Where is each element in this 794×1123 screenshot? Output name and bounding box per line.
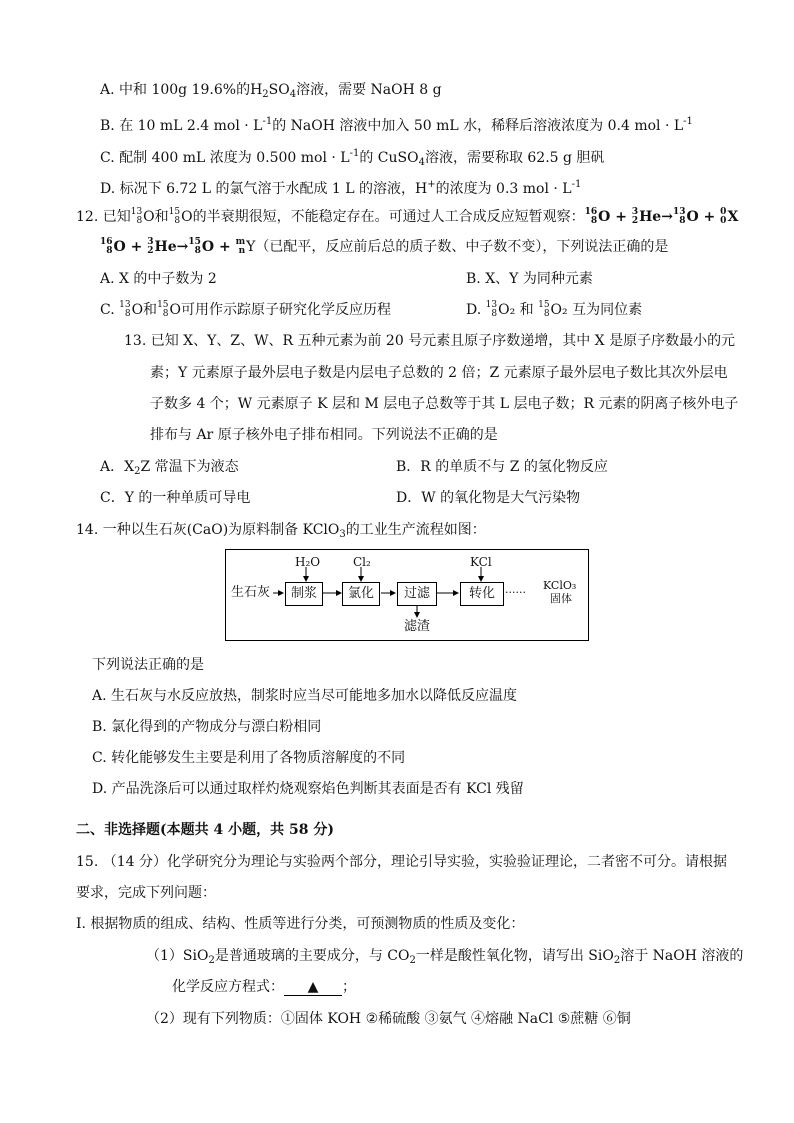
flow-start-label: 生石灰 [231,585,271,600]
q14-option-d: D. 产品洗涤后可以通过取样灼烧观察焰色判断其表面是否有 KCl 残留 [92,781,524,797]
q14-option-c: C. 转化能够发生主要是利用了各物质溶解度的不同 [92,750,406,766]
q14-stem: 14. 一种以生石灰(CaO)为原料制备 KClO$_3$的工业生产流程如图： [76,522,486,540]
flow-step-slurry: 制浆 [285,582,323,606]
flow-step-filtration: 过滤 [397,582,437,606]
q15-part1-intro: Ⅰ. 根据物质的组成、结构、性质等进行分类，可预测物质的性质及变化： [76,916,525,932]
flow-input-cl2: Cl₂ [353,555,371,569]
flow-waste-label: 滤渣 [404,619,431,634]
q13-stem-line2: 素；Y 元素原子最外层电子数是内层电子总数的 2 倍；Z 元素原子最外层电子数比其次外层电 [150,365,728,381]
flow-output-dots: ······ [505,586,526,599]
flow-output-solid: 固体 [550,592,572,605]
q15-sub1: （1）SiO$_2$是普通玻璃的主要成分，与 $CO_2$一样是酸性氧化物，请写出 SiO$_2$溶于 NaOH 溶液的 [146,948,744,966]
section-title: 二、非选择题(本题共 4 小题，共 58 分) [76,822,334,838]
flow-input-h2o: H₂O [295,555,321,569]
q12-stem-line2: 16 8 O + 3 2 He→ 15 8 O + m n Y（已配平，反应前后总的质子数、中子数不变），下列说法正确的是 [100,237,669,256]
q14-question: 下列说法正确的是 [92,657,204,673]
q13-stem-line3: 子数多 4 个；W 元素原子 K 层和 M 层电子总数等于其 L 层电子数；R 元素的阴离子核外电子 [150,396,739,412]
q12-option-d: D. 13 8 O₂ 和 15 8 O₂ 互为同位素 [466,300,643,319]
q13-stem-line1: 13. 已知 X、Y、Z、W、R 五种元素为前 20 号元素且原子序数递增，其中 X 是原子序数最小的元 [124,333,736,349]
q15-sub2: （2）现有下列物质：①固体 KOH ②稀硫酸 ③氨气 ④熔融 NaCl ⑤蔗糖 ⑥铜 [146,1011,631,1027]
q13-option-d: D．W 的氧化物是大气污染物 [396,490,581,506]
q14-option-b: B. 氯化得到的产物成分与漂白粉相同 [92,719,322,735]
q12-option-a: A. X 的中子数为 2 [100,271,217,287]
q15-stem-line1: 15. （14 分）化学研究分为理论与实验两个部分，理论引导实验，实验验证理论，二者密不可分。请根据 [76,854,727,870]
q13-option-b: B．R 的单质不与 Z 的氢化物反应 [396,459,608,475]
flow-step-conversion: 转化 [460,582,504,606]
flow-input-kcl: KCl [470,555,492,569]
flow-step-chlorination: 氯化 [342,582,380,606]
answer-blank[interactable]: ▲ [284,979,342,996]
q12-option-b: B. X、Y 为同种元素 [466,271,593,287]
flow-output-product: KClO₃ [543,579,577,592]
q12-option-c: C. 13 8 O和 15 8 O可用作示踪原子研究化学反应历程 [100,300,391,319]
q15-stem-line2: 要求，完成下列问题： [76,885,216,901]
q13-option-c: C．Y 的一种单质可导电 [100,490,251,506]
q13-stem-line4: 排布与 Ar 原子核外电子排布相同。下列说法不正确的是 [150,427,498,443]
q11-option-b: B. 在 10 mL 2.4 mol · $L^{-1}$的 NaOH 溶液中加入 50 mL 水，稀释后溶液浓度为 0.4 mol · $L^{-1}$ [100,116,693,134]
q14-option-a: A. 生石灰与水反应放热，制浆时应当尽可能地多加水以降低反应温度 [92,688,518,704]
q15-sub1-answer-line: 化学反应方程式： ▲ ； [172,979,356,995]
q12-stem-line1: 12. 已知 13 8 O和 15 8 O的半衰期很短，不能稳定存在。可通过人工合成反应短暂观察： 16 8 O + 3 2 He→ 13 8 O + 0 0 X [76,207,739,226]
q11-option-a: A. 中和 100g 19.6%的$H_2SO_4$溶液，需要 NaOH 8 g [100,82,442,100]
q11-option-d: D. 标况下 6.72 L 的氯气溶于水配成 1 L 的溶液，H+的浓度为 0.3 mol · $L^{-1}$ [100,179,582,197]
q13-option-a: A．$X_2Z$ 常温下为液态 [100,459,239,477]
q11-option-c: C. 配制 400 mL 浓度为 0.500 mol · $L^{-1}$的 CuSO$_4$溶液，需要称取 62.5 g 胆矾 [100,148,605,168]
